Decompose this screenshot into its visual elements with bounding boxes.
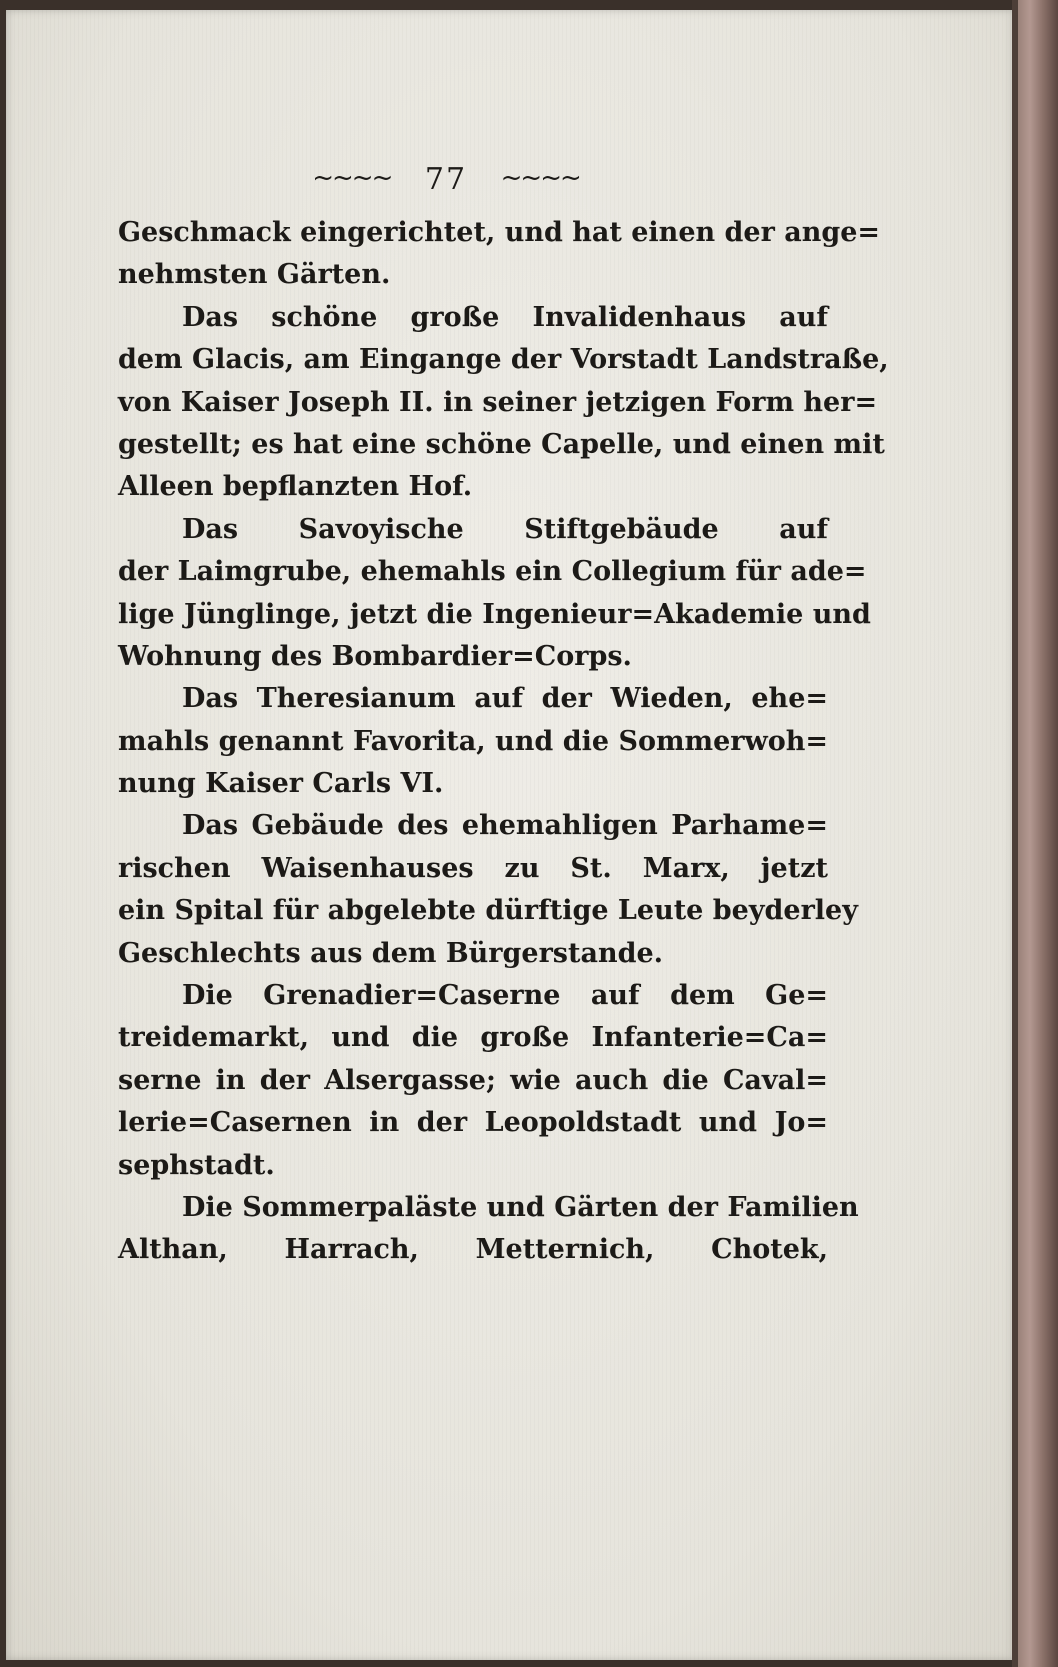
text-line: treidemarkt, und die große Infanterie=Ca=	[118, 1022, 828, 1054]
page-header	[6, 162, 886, 197]
text-line: der Laimgrube, ehemahls ein Collegium für ade=	[118, 556, 867, 588]
text-line: Alleen bepflanzten Hof.	[118, 471, 473, 503]
text-line: sephstadt.	[118, 1149, 275, 1181]
text-line: ein Spital für abgelebte dürftige Leute beyderley	[118, 895, 858, 927]
text-line: dem Glacis, am Eingange der Vorstadt Landstraße,	[118, 344, 889, 376]
text-line: Geschmack eingerichtet, und hat einen der ange=	[118, 217, 881, 248]
text-line: lige Jünglinge, jetzt die Ingenieur=Akademie und	[118, 598, 871, 630]
text-line: rischen Waisenhauses zu St. Marx, jetzt	[118, 852, 828, 884]
text-line: Das Savoyische Stiftgebäude auf	[182, 513, 828, 545]
ornament-right: ~~~~	[500, 163, 580, 193]
text-line: Die Grenadier=Caserne auf dem Ge=	[182, 980, 828, 1012]
text-line: serne in der Alsergasse; wie auch die Caval=	[118, 1064, 828, 1096]
book-edge	[1018, 0, 1058, 1667]
ornament-left: ~~~~	[312, 163, 392, 193]
page-number: 77	[424, 162, 468, 197]
text-line: Das schöne große Invalidenhaus auf	[182, 301, 828, 333]
text-line: lerie=Casernen in der Leopoldstadt und Jo=	[118, 1107, 828, 1139]
text-line: von Kaiser Joseph II. in seiner jetzigen Form her=	[118, 386, 878, 418]
book-page	[6, 10, 1018, 1660]
text-line: nung Kaiser Carls VI.	[118, 768, 444, 800]
text-line: Geschlechts aus dem Bürgerstande.	[118, 937, 664, 969]
text-line: Das Gebäude des ehemahligen Parhame=	[182, 810, 828, 842]
body-text	[118, 212, 889, 1272]
text-line: gestellt; es hat eine schöne Capelle, und einen mit	[118, 428, 885, 460]
text-line: Wohnung des Bombardier=Corps.	[118, 640, 632, 672]
text-line: Althan, Harrach, Metternich, Chotek,	[118, 1234, 828, 1266]
text-line: Die Sommerpaläste und Gärten der Familien	[182, 1191, 859, 1223]
text-line: Das Theresianum auf der Wieden, ehe=	[182, 683, 828, 715]
text-line: mahls genannt Favorita, und die Sommerwoh=	[118, 725, 828, 757]
text-line: nehmsten Gärten.	[118, 259, 391, 291]
